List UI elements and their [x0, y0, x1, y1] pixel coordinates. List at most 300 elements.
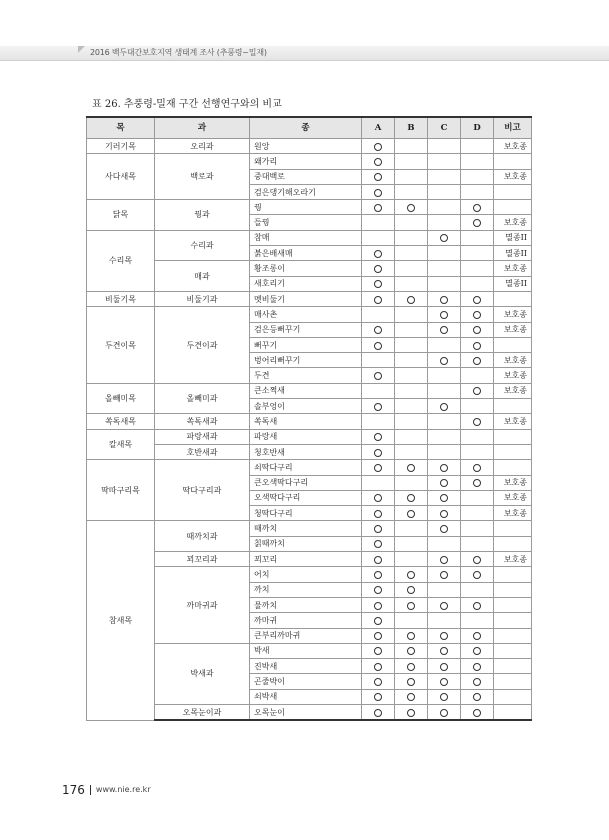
mark-cell-d — [461, 613, 494, 628]
mark-cell-d — [461, 154, 494, 169]
table-row — [87, 291, 532, 306]
mark-cell-c — [428, 154, 461, 169]
note-cell: 보호종 — [494, 169, 532, 184]
species-cell: 검은댕기해오라기 — [250, 184, 362, 199]
mark-cell-d — [461, 429, 494, 444]
mark-cell-b — [395, 276, 428, 291]
table-row — [87, 429, 532, 444]
recorded-circle-icon — [374, 586, 382, 594]
footer-url: www.nie.re.kr — [95, 785, 151, 794]
recorded-circle-icon — [440, 510, 448, 518]
mark-cell-c — [428, 276, 461, 291]
mark-cell-a — [362, 460, 395, 475]
species-cell: 뻐꾸기 — [250, 337, 362, 352]
note-cell — [494, 597, 532, 612]
species-cell: 참매 — [250, 230, 362, 245]
mark-cell-c — [428, 230, 461, 245]
mark-cell-b — [395, 169, 428, 184]
species-cell: 멧비둘기 — [250, 291, 362, 306]
note-cell — [494, 536, 532, 551]
mark-cell-c — [428, 368, 461, 383]
species-cell: 쏙독새 — [250, 414, 362, 429]
note-cell — [494, 689, 532, 704]
mark-cell-c — [428, 337, 461, 352]
mark-cell-d — [461, 230, 494, 245]
mark-cell-c — [428, 506, 461, 521]
header-d: D — [461, 117, 494, 139]
recorded-circle-icon — [473, 678, 481, 686]
table-row — [87, 200, 532, 215]
mark-cell-c — [428, 429, 461, 444]
recorded-circle-icon — [374, 709, 382, 717]
recorded-circle-icon — [374, 280, 382, 288]
species-cell: 쇠박새 — [250, 689, 362, 704]
note-cell — [494, 582, 532, 597]
mark-cell-b — [395, 536, 428, 551]
table-row — [87, 383, 532, 398]
recorded-circle-icon — [407, 571, 415, 579]
species-cell: 붉은배새매 — [250, 246, 362, 261]
recorded-circle-icon — [473, 311, 481, 319]
mark-cell-b — [395, 322, 428, 337]
note-cell: 멸종II — [494, 230, 532, 245]
note-cell — [494, 567, 532, 582]
note-cell — [494, 184, 532, 199]
recorded-circle-icon — [374, 678, 382, 686]
mark-cell-d — [461, 353, 494, 368]
mark-cell-b — [395, 674, 428, 689]
species-cell: 들꿩 — [250, 215, 362, 230]
mark-cell-c — [428, 215, 461, 230]
recorded-circle-icon — [407, 204, 415, 212]
recorded-circle-icon — [440, 693, 448, 701]
mark-cell-b — [395, 506, 428, 521]
header-c: C — [428, 117, 461, 139]
note-cell — [494, 704, 532, 720]
table-row — [87, 460, 532, 475]
mark-cell-a — [362, 322, 395, 337]
mark-cell-b — [395, 597, 428, 612]
species-cell: 황조롱이 — [250, 261, 362, 276]
recorded-circle-icon — [440, 357, 448, 365]
species-cell: 꿩 — [250, 200, 362, 215]
recorded-circle-icon — [473, 571, 481, 579]
mark-cell-b — [395, 291, 428, 306]
mark-cell-a — [362, 169, 395, 184]
species-cell: 왜가리 — [250, 154, 362, 169]
mark-cell-a — [362, 582, 395, 597]
recorded-circle-icon — [374, 540, 382, 548]
mark-cell-c — [428, 383, 461, 398]
mark-cell-d — [461, 307, 494, 322]
note-cell: 보호종 — [494, 139, 532, 154]
mark-cell-c — [428, 291, 461, 306]
mark-cell-d — [461, 674, 494, 689]
recorded-circle-icon — [374, 494, 382, 502]
mark-cell-b — [395, 659, 428, 674]
note-cell: 보호종 — [494, 414, 532, 429]
recorded-circle-icon — [473, 326, 481, 334]
mark-cell-d — [461, 582, 494, 597]
recorded-circle-icon — [374, 403, 382, 411]
mark-cell-d — [461, 368, 494, 383]
mark-cell-a — [362, 353, 395, 368]
mark-cell-a — [362, 246, 395, 261]
recorded-circle-icon — [440, 602, 448, 610]
family-cell: 딱다구리과 — [155, 460, 250, 521]
mark-cell-d — [461, 337, 494, 352]
family-cell: 매과 — [155, 261, 250, 292]
recorded-circle-icon — [374, 250, 382, 258]
note-cell — [494, 521, 532, 536]
order-cell: 참새목 — [87, 521, 155, 720]
mark-cell-a — [362, 337, 395, 352]
mark-cell-b — [395, 414, 428, 429]
recorded-circle-icon — [374, 602, 382, 610]
recorded-circle-icon — [473, 663, 481, 671]
mark-cell-d — [461, 536, 494, 551]
mark-cell-b — [395, 337, 428, 352]
mark-cell-b — [395, 643, 428, 658]
species-cell: 청딱다구리 — [250, 506, 362, 521]
species-cell: 박새 — [250, 643, 362, 658]
order-cell: 칼새목 — [87, 429, 155, 460]
running-title: 2016 백두대간보호지역 생태계 조사 (추풍령~밀재) — [90, 48, 267, 57]
page-number: 176 — [62, 783, 85, 797]
table-row — [87, 139, 532, 154]
mark-cell-b — [395, 261, 428, 276]
mark-cell-b — [395, 368, 428, 383]
recorded-circle-icon — [407, 510, 415, 518]
mark-cell-d — [461, 460, 494, 475]
species-cell: 칡때까치 — [250, 536, 362, 551]
species-cell: 파랑새 — [250, 429, 362, 444]
order-cell: 쏙독새목 — [87, 414, 155, 429]
mark-cell-d — [461, 475, 494, 490]
note-cell — [494, 154, 532, 169]
mark-cell-b — [395, 689, 428, 704]
mark-cell-d — [461, 414, 494, 429]
mark-cell-a — [362, 659, 395, 674]
mark-cell-a — [362, 704, 395, 720]
recorded-circle-icon — [473, 387, 481, 395]
mark-cell-b — [395, 353, 428, 368]
mark-cell-d — [461, 383, 494, 398]
mark-cell-a — [362, 490, 395, 505]
order-cell: 기러기목 — [87, 139, 155, 154]
header-note: 비고 — [494, 117, 532, 139]
mark-cell-b — [395, 307, 428, 322]
species-cell: 큰부리까마귀 — [250, 628, 362, 643]
recorded-circle-icon — [440, 525, 448, 533]
mark-cell-c — [428, 582, 461, 597]
note-cell: 보호종 — [494, 215, 532, 230]
family-cell: 수리과 — [155, 230, 250, 261]
mark-cell-d — [461, 506, 494, 521]
recorded-circle-icon — [374, 647, 382, 655]
mark-cell-c — [428, 704, 461, 720]
species-cell: 큰오색딱다구리 — [250, 475, 362, 490]
table-row — [87, 307, 532, 322]
mark-cell-c — [428, 200, 461, 215]
species-cell: 때까치 — [250, 521, 362, 536]
mark-cell-d — [461, 246, 494, 261]
mark-cell-d — [461, 628, 494, 643]
recorded-circle-icon — [374, 617, 382, 625]
mark-cell-c — [428, 597, 461, 612]
recorded-circle-icon — [440, 494, 448, 502]
mark-cell-d — [461, 200, 494, 215]
mark-cell-c — [428, 353, 461, 368]
species-comparison-table — [86, 116, 532, 721]
mark-cell-b — [395, 613, 428, 628]
order-cell: 두견이목 — [87, 307, 155, 383]
recorded-circle-icon — [374, 433, 382, 441]
species-cell: 곤줄박이 — [250, 674, 362, 689]
family-cell: 두견이과 — [155, 307, 250, 383]
mark-cell-b — [395, 246, 428, 261]
mark-cell-c — [428, 689, 461, 704]
mark-cell-c — [428, 643, 461, 658]
mark-cell-a — [362, 444, 395, 459]
recorded-circle-icon — [407, 663, 415, 671]
recorded-circle-icon — [374, 632, 382, 640]
mark-cell-d — [461, 276, 494, 291]
table-header-row — [87, 117, 532, 139]
header-corner-mark — [78, 46, 85, 53]
mark-cell-b — [395, 582, 428, 597]
mark-cell-c — [428, 460, 461, 475]
note-cell: 멸종II — [494, 276, 532, 291]
mark-cell-a — [362, 567, 395, 582]
mark-cell-d — [461, 567, 494, 582]
mark-cell-b — [395, 139, 428, 154]
mark-cell-a — [362, 184, 395, 199]
recorded-circle-icon — [440, 571, 448, 579]
mark-cell-c — [428, 399, 461, 414]
species-cell: 청호반새 — [250, 444, 362, 459]
recorded-circle-icon — [374, 158, 382, 166]
recorded-circle-icon — [473, 556, 481, 564]
family-cell: 비둘기과 — [155, 291, 250, 306]
species-cell: 쇠딱다구리 — [250, 460, 362, 475]
recorded-circle-icon — [473, 602, 481, 610]
mark-cell-b — [395, 383, 428, 398]
mark-cell-b — [395, 154, 428, 169]
species-cell: 까마귀 — [250, 613, 362, 628]
mark-cell-a — [362, 536, 395, 551]
recorded-circle-icon — [473, 296, 481, 304]
note-cell: 보호종 — [494, 322, 532, 337]
recorded-circle-icon — [473, 709, 481, 717]
note-cell: 멸종II — [494, 246, 532, 261]
species-cell: 검은등뻐꾸기 — [250, 322, 362, 337]
note-cell: 보호종 — [494, 490, 532, 505]
mark-cell-d — [461, 169, 494, 184]
recorded-circle-icon — [374, 296, 382, 304]
recorded-circle-icon — [440, 464, 448, 472]
recorded-circle-icon — [407, 678, 415, 686]
mark-cell-a — [362, 230, 395, 245]
species-cell: 두견 — [250, 368, 362, 383]
recorded-circle-icon — [440, 479, 448, 487]
header-a: A — [362, 117, 395, 139]
page-footer — [62, 779, 151, 798]
recorded-circle-icon — [440, 403, 448, 411]
header-family: 과 — [155, 117, 250, 139]
note-cell — [494, 337, 532, 352]
order-cell: 닭목 — [87, 200, 155, 231]
recorded-circle-icon — [440, 632, 448, 640]
mark-cell-a — [362, 597, 395, 612]
recorded-circle-icon — [407, 494, 415, 502]
recorded-circle-icon — [473, 632, 481, 640]
order-cell: 올빼미목 — [87, 383, 155, 414]
recorded-circle-icon — [407, 602, 415, 610]
mark-cell-a — [362, 521, 395, 536]
family-cell: 파랑새과 — [155, 429, 250, 444]
mark-cell-b — [395, 490, 428, 505]
mark-cell-c — [428, 139, 461, 154]
footer-separator — [90, 785, 91, 795]
mark-cell-c — [428, 567, 461, 582]
recorded-circle-icon — [374, 556, 382, 564]
mark-cell-c — [428, 674, 461, 689]
order-cell: 비둘기목 — [87, 291, 155, 306]
recorded-circle-icon — [374, 265, 382, 273]
mark-cell-a — [362, 414, 395, 429]
mark-cell-c — [428, 444, 461, 459]
recorded-circle-icon — [440, 311, 448, 319]
mark-cell-b — [395, 704, 428, 720]
species-cell: 오목눈이 — [250, 704, 362, 720]
mark-cell-a — [362, 154, 395, 169]
mark-cell-d — [461, 643, 494, 658]
recorded-circle-icon — [374, 693, 382, 701]
note-cell: 보호종 — [494, 552, 532, 567]
mark-cell-b — [395, 552, 428, 567]
recorded-circle-icon — [374, 204, 382, 212]
family-cell: 호반새과 — [155, 444, 250, 459]
mark-cell-c — [428, 613, 461, 628]
family-cell: 꾀꼬리과 — [155, 552, 250, 567]
recorded-circle-icon — [374, 143, 382, 151]
recorded-circle-icon — [440, 663, 448, 671]
recorded-circle-icon — [473, 693, 481, 701]
recorded-circle-icon — [473, 479, 481, 487]
recorded-circle-icon — [407, 586, 415, 594]
mark-cell-a — [362, 383, 395, 398]
mark-cell-a — [362, 475, 395, 490]
family-cell: 까마귀과 — [155, 567, 250, 643]
recorded-circle-icon — [407, 647, 415, 655]
recorded-circle-icon — [473, 219, 481, 227]
recorded-circle-icon — [374, 342, 382, 350]
table-caption: 표 26. 추풍령-밀재 구간 선행연구와의 비교 — [92, 99, 282, 110]
recorded-circle-icon — [374, 326, 382, 334]
mark-cell-d — [461, 552, 494, 567]
mark-cell-c — [428, 322, 461, 337]
note-cell — [494, 429, 532, 444]
family-cell: 올빼미과 — [155, 383, 250, 414]
mark-cell-b — [395, 444, 428, 459]
mark-cell-a — [362, 139, 395, 154]
recorded-circle-icon — [407, 709, 415, 717]
recorded-circle-icon — [440, 647, 448, 655]
recorded-circle-icon — [407, 693, 415, 701]
mark-cell-a — [362, 689, 395, 704]
recorded-circle-icon — [473, 357, 481, 365]
mark-cell-c — [428, 169, 461, 184]
note-cell — [494, 674, 532, 689]
mark-cell-a — [362, 429, 395, 444]
recorded-circle-icon — [374, 464, 382, 472]
mark-cell-d — [461, 139, 494, 154]
table-row — [87, 230, 532, 245]
note-cell: 보호종 — [494, 353, 532, 368]
note-cell: 보호종 — [494, 368, 532, 383]
recorded-circle-icon — [440, 709, 448, 717]
mark-cell-d — [461, 291, 494, 306]
recorded-circle-icon — [374, 571, 382, 579]
mark-cell-c — [428, 261, 461, 276]
mark-cell-c — [428, 414, 461, 429]
species-cell: 중대백로 — [250, 169, 362, 184]
family-cell: 때까치과 — [155, 521, 250, 552]
table-body — [87, 139, 532, 721]
order-cell: 수리목 — [87, 230, 155, 291]
note-cell — [494, 200, 532, 215]
recorded-circle-icon — [473, 342, 481, 350]
family-cell: 쏙독새과 — [155, 414, 250, 429]
mark-cell-c — [428, 628, 461, 643]
species-cell: 까치 — [250, 582, 362, 597]
mark-cell-b — [395, 460, 428, 475]
note-cell: 보호종 — [494, 261, 532, 276]
species-cell: 벙어리뻐꾸기 — [250, 353, 362, 368]
mark-cell-c — [428, 552, 461, 567]
header-species: 종 — [250, 117, 362, 139]
mark-cell-d — [461, 490, 494, 505]
mark-cell-d — [461, 659, 494, 674]
family-cell: 오리과 — [155, 139, 250, 154]
mark-cell-c — [428, 184, 461, 199]
recorded-circle-icon — [473, 418, 481, 426]
mark-cell-c — [428, 521, 461, 536]
mark-cell-b — [395, 200, 428, 215]
note-cell: 보호종 — [494, 506, 532, 521]
mark-cell-a — [362, 368, 395, 383]
mark-cell-c — [428, 307, 461, 322]
mark-cell-b — [395, 184, 428, 199]
mark-cell-a — [362, 613, 395, 628]
note-cell — [494, 613, 532, 628]
recorded-circle-icon — [440, 678, 448, 686]
note-cell: 보호종 — [494, 383, 532, 398]
note-cell: 보호종 — [494, 307, 532, 322]
recorded-circle-icon — [440, 556, 448, 564]
header-b: B — [395, 117, 428, 139]
mark-cell-c — [428, 490, 461, 505]
table-row — [87, 521, 532, 536]
species-cell: 원앙 — [250, 139, 362, 154]
mark-cell-d — [461, 689, 494, 704]
family-cell: 오목눈이과 — [155, 704, 250, 720]
header-order: 목 — [87, 117, 155, 139]
species-cell: 새호리기 — [250, 276, 362, 291]
recorded-circle-icon — [440, 234, 448, 242]
mark-cell-d — [461, 399, 494, 414]
